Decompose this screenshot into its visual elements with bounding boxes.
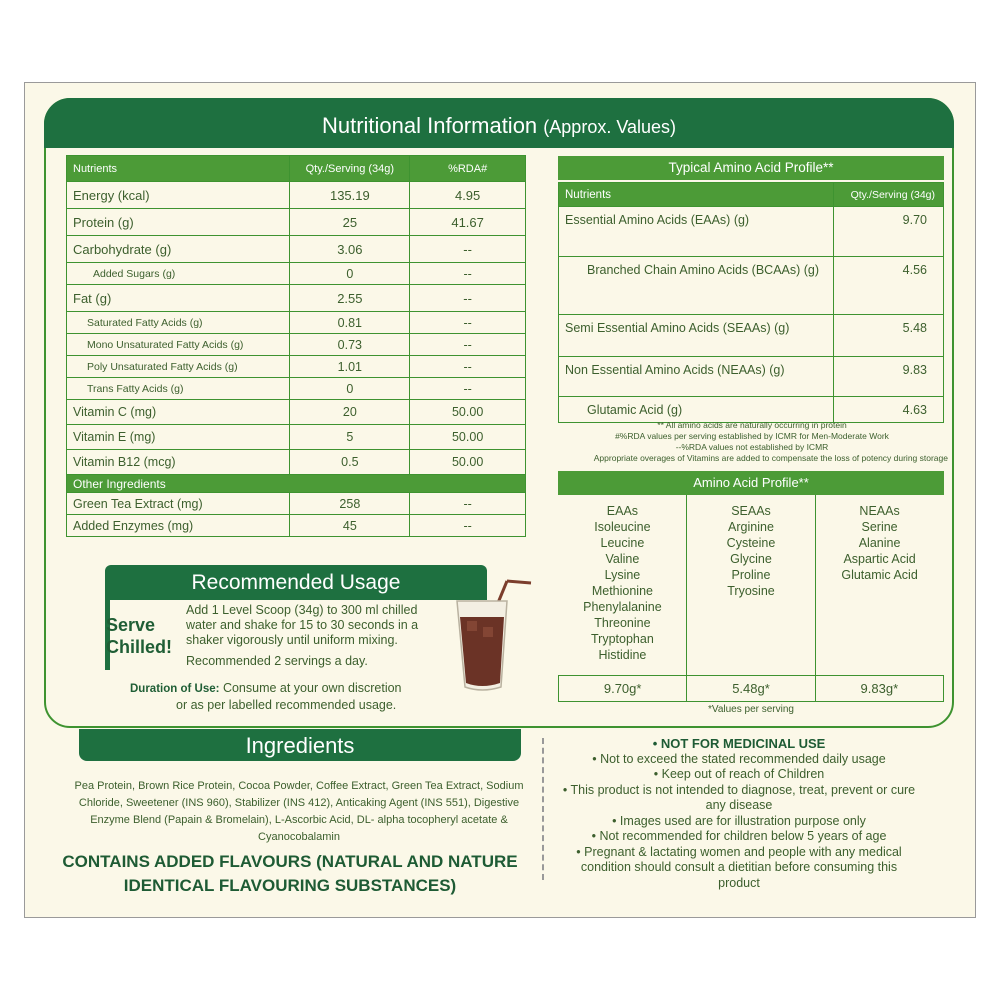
table-row bbox=[559, 397, 944, 423]
table-row bbox=[559, 207, 944, 257]
nutrient-rda: 50.00 bbox=[410, 425, 526, 450]
added-flavours-statement bbox=[40, 850, 540, 898]
usage-servings: Recommended 2 servings a day. bbox=[186, 654, 368, 668]
nutrient-rda: -- bbox=[410, 334, 526, 356]
ingredients-title: Ingredients bbox=[79, 729, 521, 761]
nutrient-rda: -- bbox=[410, 356, 526, 378]
table-row bbox=[67, 378, 526, 400]
nutrient-qty: 25 bbox=[290, 209, 410, 236]
list-item: Arginine bbox=[728, 520, 774, 534]
nutrient-rda: 50.00 bbox=[410, 450, 526, 475]
nutrient-name: Fat (g) bbox=[67, 285, 290, 312]
seaas-total: 5.48g* bbox=[687, 675, 815, 701]
usage-title: Recommended Usage bbox=[105, 565, 487, 600]
table-row bbox=[67, 356, 526, 378]
nutrient-name: Carbohydrate (g) bbox=[67, 236, 290, 263]
warning-item: • This product is not intended to diagnose, treat, prevent or cure any disease bbox=[562, 782, 916, 812]
table-row bbox=[67, 312, 526, 334]
table-row bbox=[559, 357, 944, 397]
nutrient-rda: -- bbox=[410, 378, 526, 400]
amino-qty: 4.56 bbox=[834, 257, 944, 315]
header-rda: %RDA# bbox=[410, 156, 526, 182]
seaas-column bbox=[687, 495, 815, 675]
warning-heading: • NOT FOR MEDICINAL USE bbox=[652, 736, 826, 751]
amino-qty: 5.48 bbox=[834, 315, 944, 357]
nutrition-title bbox=[44, 98, 954, 148]
amino-acid-profile-table bbox=[558, 495, 944, 702]
warning-item: • Pregnant & lactating women and people with any medical condition should consult a dietitian before consuming this product bbox=[576, 844, 902, 890]
totals-row bbox=[559, 675, 944, 701]
other-ingredients-label: Other Ingredients bbox=[67, 475, 526, 493]
iced-drink-icon bbox=[445, 575, 535, 695]
amino-qty: 9.70 bbox=[834, 207, 944, 257]
amino-name: Non Essential Amino Acids (NEAAs) (g) bbox=[559, 357, 834, 397]
table-row bbox=[67, 263, 526, 285]
nutrient-rda: 41.67 bbox=[410, 209, 526, 236]
nutrient-qty: 0.73 bbox=[290, 334, 410, 356]
nutrient-qty: 2.55 bbox=[290, 285, 410, 312]
nutrient-qty: 3.06 bbox=[290, 236, 410, 263]
values-per-serving-note: *Values per serving bbox=[708, 704, 794, 715]
nutrient-name: Trans Fatty Acids (g) bbox=[67, 378, 290, 400]
nutrient-name: Energy (kcal) bbox=[67, 182, 290, 209]
other-ingredients-header bbox=[67, 475, 526, 493]
title-text: Nutritional Information bbox=[321, 113, 538, 138]
table-row bbox=[67, 182, 526, 209]
nutrient-qty: 45 bbox=[290, 515, 410, 537]
table-row bbox=[67, 425, 526, 450]
amino-name: Semi Essential Amino Acids (SEAAs) (g) bbox=[559, 315, 834, 357]
eaas-column bbox=[559, 495, 687, 675]
neaas-column bbox=[815, 495, 943, 675]
nutrition-table-header bbox=[67, 156, 526, 182]
footnote: --%RDA values not established by ICMR bbox=[675, 442, 829, 452]
table-row bbox=[67, 334, 526, 356]
warning-item: • Not recommended for children below 5 years of age bbox=[591, 829, 887, 843]
footnote: #%RDA values per serving established by ICMR for Men-Moderate Work bbox=[615, 431, 889, 441]
list-item: Valine bbox=[605, 552, 640, 566]
list-item: Isoleucine bbox=[594, 520, 651, 534]
nutrition-table bbox=[66, 155, 526, 537]
column-heading: SEAAs bbox=[731, 504, 771, 518]
nutrient-name: Saturated Fatty Acids (g) bbox=[67, 312, 290, 334]
warnings bbox=[560, 736, 918, 891]
duration-line1: Consume at your own discretion bbox=[222, 681, 402, 695]
list-item: Histidine bbox=[598, 648, 647, 662]
nutrient-rda: -- bbox=[410, 515, 526, 537]
list-item: Aspartic Acid bbox=[843, 552, 916, 566]
nutrient-rda: -- bbox=[410, 263, 526, 285]
column-heading: NEAAs bbox=[859, 504, 900, 518]
list-item: Serine bbox=[861, 520, 898, 534]
section-divider bbox=[542, 738, 544, 880]
nutrient-name: Vitamin E (mg) bbox=[67, 425, 290, 450]
nutrient-name: Poly Unsaturated Fatty Acids (g) bbox=[67, 356, 290, 378]
amino-profile-table bbox=[558, 182, 944, 423]
neaas-total: 9.83g* bbox=[815, 675, 943, 701]
warning-item: • Images used are for illustration purpose only bbox=[612, 813, 866, 828]
amino-profile-title: Typical Amino Acid Profile** bbox=[558, 156, 944, 180]
nutrient-qty: 0 bbox=[290, 378, 410, 400]
nutrient-rda: -- bbox=[410, 285, 526, 312]
flavours-line2: IDENTICAL FLAVOURING SUBSTANCES) bbox=[123, 876, 457, 895]
nutrient-qty: 20 bbox=[290, 400, 410, 425]
nutrient-qty: 258 bbox=[290, 493, 410, 515]
list-item: Glutamic Acid bbox=[841, 568, 918, 582]
footnote: ** All amino acids are naturally occurring in protein bbox=[657, 420, 847, 430]
nutrient-qty: 0.5 bbox=[290, 450, 410, 475]
amino-columns-row bbox=[559, 495, 944, 675]
serve-chilled bbox=[106, 614, 186, 658]
nutrient-qty: 0 bbox=[290, 263, 410, 285]
table-row bbox=[67, 285, 526, 312]
title-subtext: (Approx. Values) bbox=[543, 117, 677, 137]
nutrient-rda: 50.00 bbox=[410, 400, 526, 425]
nutrient-rda: -- bbox=[410, 312, 526, 334]
list-item: Phenylalanine bbox=[583, 600, 662, 614]
table-row bbox=[559, 315, 944, 357]
list-item: Proline bbox=[731, 568, 771, 582]
amino-qty: 4.63 bbox=[834, 397, 944, 423]
list-item: Threonine bbox=[594, 616, 651, 630]
list-item: Methionine bbox=[591, 584, 653, 598]
serve-line2: Chilled! bbox=[106, 637, 172, 657]
nutrient-qty: 5 bbox=[290, 425, 410, 450]
nutrient-qty: 135.19 bbox=[290, 182, 410, 209]
table-row bbox=[67, 493, 526, 515]
table-row bbox=[67, 400, 526, 425]
header-nutrients: Nutrients bbox=[559, 183, 834, 207]
header-nutrients: Nutrients bbox=[67, 156, 290, 182]
header-qty: Qty./Serving (34g) bbox=[834, 183, 944, 207]
duration-of-use bbox=[130, 680, 402, 713]
table-row bbox=[67, 209, 526, 236]
duration-label: Duration of Use: bbox=[130, 683, 220, 695]
usage-instructions: Add 1 Level Scoop (34g) to 300 ml chilled water and shake for 15 to 30 seconds in a shaker vigorously until uniform mixing. bbox=[186, 603, 419, 647]
amino-name: Glutamic Acid (g) bbox=[559, 397, 834, 423]
nutrient-name: Vitamin C (mg) bbox=[67, 400, 290, 425]
warning-item: • Keep out of reach of Children bbox=[653, 767, 825, 781]
nutrient-name: Green Tea Extract (mg) bbox=[67, 493, 290, 515]
amino-acid-profile-title: Amino Acid Profile** bbox=[558, 471, 944, 495]
column-heading: EAAs bbox=[606, 504, 639, 518]
ingredients-text: Pea Protein, Brown Rice Protein, Cocoa Powder, Coffee Extract, Green Tea Extract, Sodium Chloride, Sweetener (INS 960), Stabilizer (INS 412), Anticaking Agent (INS 551), Digestive Enzyme Blend (Papain & Bromelain), L-Ascorbic Acid, DL- alpha tocopheryl acetate & Cyanocobalamin bbox=[74, 780, 524, 843]
nutrient-qty: 0.81 bbox=[290, 312, 410, 334]
nutrient-name: Mono Unsaturated Fatty Acids (g) bbox=[67, 334, 290, 356]
list-item: Lysine bbox=[604, 568, 641, 582]
table-row bbox=[559, 257, 944, 315]
table-row bbox=[67, 236, 526, 263]
amino-qty: 9.83 bbox=[834, 357, 944, 397]
table-row bbox=[67, 515, 526, 537]
list-item: Alanine bbox=[858, 536, 901, 550]
nutrient-rda: -- bbox=[410, 493, 526, 515]
nutrient-name: Vitamin B12 (mcg) bbox=[67, 450, 290, 475]
footnotes bbox=[556, 420, 948, 464]
eaas-total: 9.70g* bbox=[559, 675, 687, 701]
amino-name: Branched Chain Amino Acids (BCAAs) (g) bbox=[559, 257, 834, 315]
footnote: Appropriate overages of Vitamins are added to compensate the loss of potency during storage bbox=[593, 453, 948, 463]
flavours-line1: CONTAINS ADDED FLAVOURS (NATURAL AND NATURE bbox=[62, 852, 518, 871]
nutrient-name: Added Sugars (g) bbox=[67, 263, 290, 285]
nutrient-name: Added Enzymes (mg) bbox=[67, 515, 290, 537]
duration-line2: or as per labelled recommended usage. bbox=[176, 698, 397, 712]
amino-name: Essential Amino Acids (EAAs) (g) bbox=[559, 207, 834, 257]
list-item: Cysteine bbox=[726, 536, 776, 550]
list-item: Glycine bbox=[730, 552, 772, 566]
nutrient-name: Protein (g) bbox=[67, 209, 290, 236]
amino-table-header bbox=[559, 183, 944, 207]
warning-item: • Not to exceed the stated recommended daily usage bbox=[592, 751, 886, 766]
nutrient-rda: 4.95 bbox=[410, 182, 526, 209]
nutrient-qty: 1.01 bbox=[290, 356, 410, 378]
nutrient-rda: -- bbox=[410, 236, 526, 263]
list-item: Leucine bbox=[600, 536, 645, 550]
table-row bbox=[67, 450, 526, 475]
header-qty: Qty./Serving (34g) bbox=[290, 156, 410, 182]
list-item: Tryosine bbox=[727, 584, 775, 598]
list-item: Tryptophan bbox=[591, 632, 654, 646]
serve-line1: Serve bbox=[106, 615, 156, 635]
